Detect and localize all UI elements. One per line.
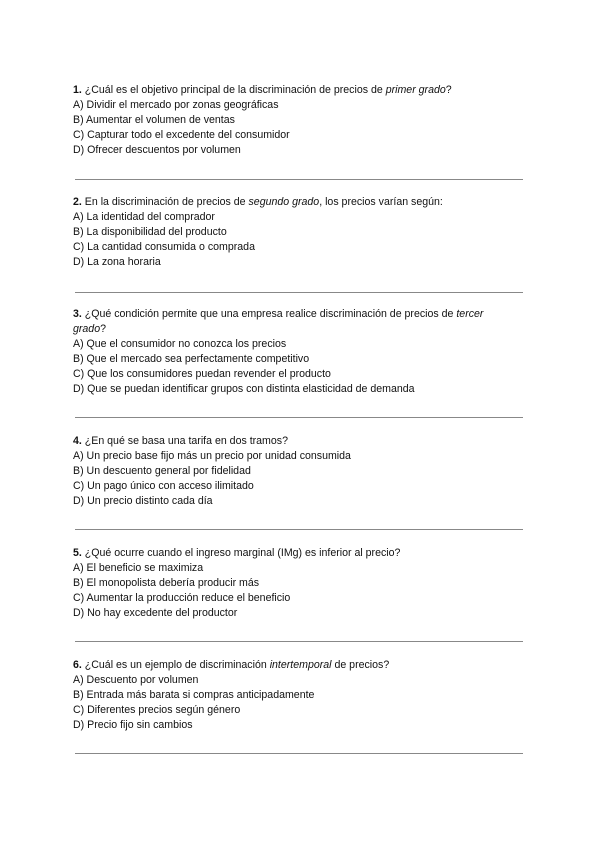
question-4 [73,434,513,509]
question-2 [73,195,513,270]
option-b: B) La disponibilidad del producto [73,226,227,238]
option-c: C) Diferentes precios según género [73,704,241,716]
option-d: D) Un precio distinto cada día [73,495,213,507]
answer-line [75,292,523,293]
question-text: 3. ¿Qué condición permite que una empresa realice discriminación de precios de tercer grado? [73,308,484,335]
option-d: D) Ofrecer descuentos por volumen [73,144,241,156]
option-a: A) Un precio base fijo más un precio por unidad consumida [73,450,351,462]
option-a: A) El beneficio se maximiza [73,562,204,574]
option-c: C) Capturar todo el excedente del consumidor [73,129,290,141]
question-text: 6. ¿Cuál es un ejemplo de discriminación intertemporal de precios? [73,659,390,671]
option-b: B) Un descuento general por fidelidad [73,465,251,477]
question-text: 4. ¿En qué se basa una tarifa en dos tramos? [73,435,288,447]
answer-line [75,179,523,180]
question-6 [73,658,513,733]
option-c: C) Que los consumidores puedan revender el producto [73,368,331,380]
question-text: 5. ¿Qué ocurre cuando el ingreso marginal (IMg) es inferior al precio? [73,547,401,559]
option-a: A) Descuento por volumen [73,674,199,686]
answer-line [75,417,523,418]
answer-line [75,753,523,754]
option-c: C) La cantidad consumida o comprada [73,241,255,253]
option-a: A) La identidad del comprador [73,211,215,223]
option-c: C) Un pago único con acceso ilimitado [73,480,254,492]
option-d: D) La zona horaria [73,256,161,268]
question-5 [73,546,513,621]
option-b: B) Aumentar el volumen de ventas [73,114,235,126]
answer-line [75,529,523,530]
option-a: A) Dividir el mercado por zonas geográficas [73,99,279,111]
option-b: B) Que el mercado sea perfectamente competitivo [73,353,310,365]
question-1 [73,83,513,158]
question-text: 1. ¿Cuál es el objetivo principal de la discriminación de precios de primer grado? [73,84,452,96]
answer-line [75,641,523,642]
option-d: D) No hay excedente del productor [73,607,238,619]
option-b: B) Entrada más barata si compras anticipadamente [73,689,315,701]
option-c: C) Aumentar la producción reduce el beneficio [73,592,291,604]
question-text: 2. En la discriminación de precios de segundo grado, los precios varían según: [73,196,443,208]
option-a: A) Que el consumidor no conozca los precios [73,338,287,350]
option-b: B) El monopolista debería producir más [73,577,260,589]
option-d: D) Que se puedan identificar grupos con distinta elasticidad de demanda [73,383,415,395]
option-d: D) Precio fijo sin cambios [73,719,193,731]
question-3 [73,307,509,397]
